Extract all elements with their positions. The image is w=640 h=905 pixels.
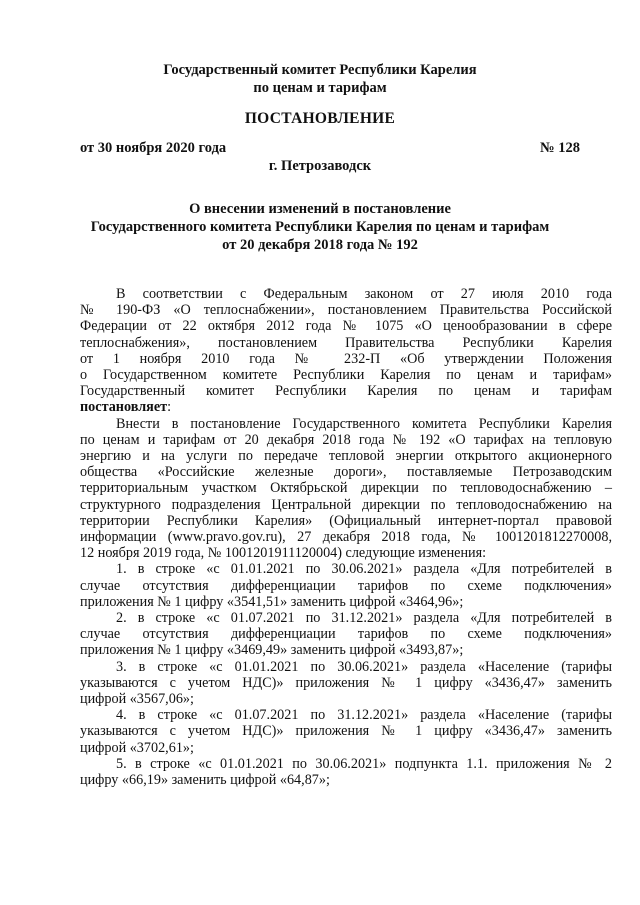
body-line: энергию и на услуги по передаче тепловой энергии открытого акционерного xyxy=(80,448,612,465)
subject-line3: от 20 декабря 2018 года № 192 xyxy=(222,237,418,253)
body-line: теплоснабжения», постановлением Правительства Республики Карелия xyxy=(80,334,612,351)
body-line: В соответствии с Федеральным законом от 27 июля 2010 года xyxy=(116,286,612,302)
body-line: общества «Российские железные дороги», поставляемые Петрозаводским xyxy=(80,464,612,481)
document-body xyxy=(80,286,612,788)
body-line: информации (www.pravo.gov.ru), 27 декабря 2018 года, № 1001201812270008, xyxy=(80,529,612,546)
document-type: ПОСТАНОВЛЕНИЕ xyxy=(244,110,396,127)
list-item-line: цифру «66,19» заменить цифрой «64,87»; xyxy=(80,772,330,789)
list-item-line: 4. в строке «с 01.07.2021 по 31.12.2021» раздела «Население (тарифы xyxy=(116,707,612,724)
org-name-line2: по ценам и тарифам xyxy=(253,80,387,96)
subject-line1: О внесении изменений в постановление xyxy=(189,201,451,217)
list-item-line: приложения № 1 цифру «3469,49» заменить цифрой «3493,87»; xyxy=(80,642,464,659)
document-date: от 30 ноября 2020 года xyxy=(80,140,227,156)
body-line: Федерации от 22 октября 2012 года № 1075 «О ценообразовании в сфере xyxy=(80,318,612,335)
org-name-line1: Государственный комитет Республики Карелия xyxy=(163,62,477,78)
resolves-word: постановляет xyxy=(80,399,168,416)
document-number: № 128 xyxy=(540,140,580,156)
body-line: постановляет: xyxy=(80,399,172,416)
list-item-line: приложения № 1 цифру «3541,51» заменить цифрой «3464,96»; xyxy=(80,593,464,610)
body-line: структурного подразделения Центральной дирекции по тепловодоснабжению на xyxy=(80,496,612,513)
list-item-line: указываются с учетом НДС)» приложения № 1 цифру «3436,47» заменить xyxy=(80,723,612,740)
body-line: от 1 ноября 2010 года № 232-П «Об утверждении Положения xyxy=(80,350,612,367)
list-item-line: случае отсутствия дифференциации тарифов по схеме подключения» xyxy=(80,577,612,594)
list-item-line: цифрой «3567,06»; xyxy=(80,691,194,708)
body-line: территории Республики Карелия» (Официальный интернет-портал правовой xyxy=(80,512,612,529)
body-line: Государственный комитет Республики Карелия по ценам и тарифам xyxy=(80,383,612,400)
body-line: 12 ноября 2019 года, № 1001201911120004) следующие изменения: xyxy=(80,545,487,562)
list-item-line: 1. в строке «с 01.01.2021 по 30.06.2021» раздела «Для потребителей в xyxy=(116,561,612,578)
list-item-line: указываются с учетом НДС)» приложения № 1 цифру «3436,47» заменить xyxy=(80,674,612,691)
list-item-line: 3. в строке «с 01.01.2021 по 30.06.2021» раздела «Население (тарифы xyxy=(116,658,612,675)
list-item-line: цифрой «3702,61»; xyxy=(80,739,194,756)
body-line: о Государственном комитете Республики Карелия по ценам и тарифам» xyxy=(80,367,612,384)
body-line: по ценам и тарифам от 20 декабря 2018 года № 192 «О тарифах на тепловую xyxy=(80,431,612,448)
body-line: № 190-ФЗ «О теплоснабжении», постановлением Правительства Российской xyxy=(80,302,612,319)
document-city: г. Петрозаводск xyxy=(268,158,372,174)
subject-line2: Государственного комитета Республики Карелия по ценам и тарифам xyxy=(90,219,550,235)
body-line: территориальным участком Октябрьской дирекции по тепловодоснабжению – xyxy=(80,480,612,497)
list-item-line: случае отсутствия дифференциации тарифов по схеме подключения» xyxy=(80,626,612,643)
body-line: Внести в постановление Государственного комитета Республики Карелия xyxy=(116,415,612,432)
list-item-line: 2. в строке «с 01.07.2021 по 31.12.2021» раздела «Для потребителей в xyxy=(116,610,612,627)
list-item-line: 5. в строке «с 01.01.2021 по 30.06.2021» подпункта 1.1. приложения № 2 xyxy=(116,755,612,772)
